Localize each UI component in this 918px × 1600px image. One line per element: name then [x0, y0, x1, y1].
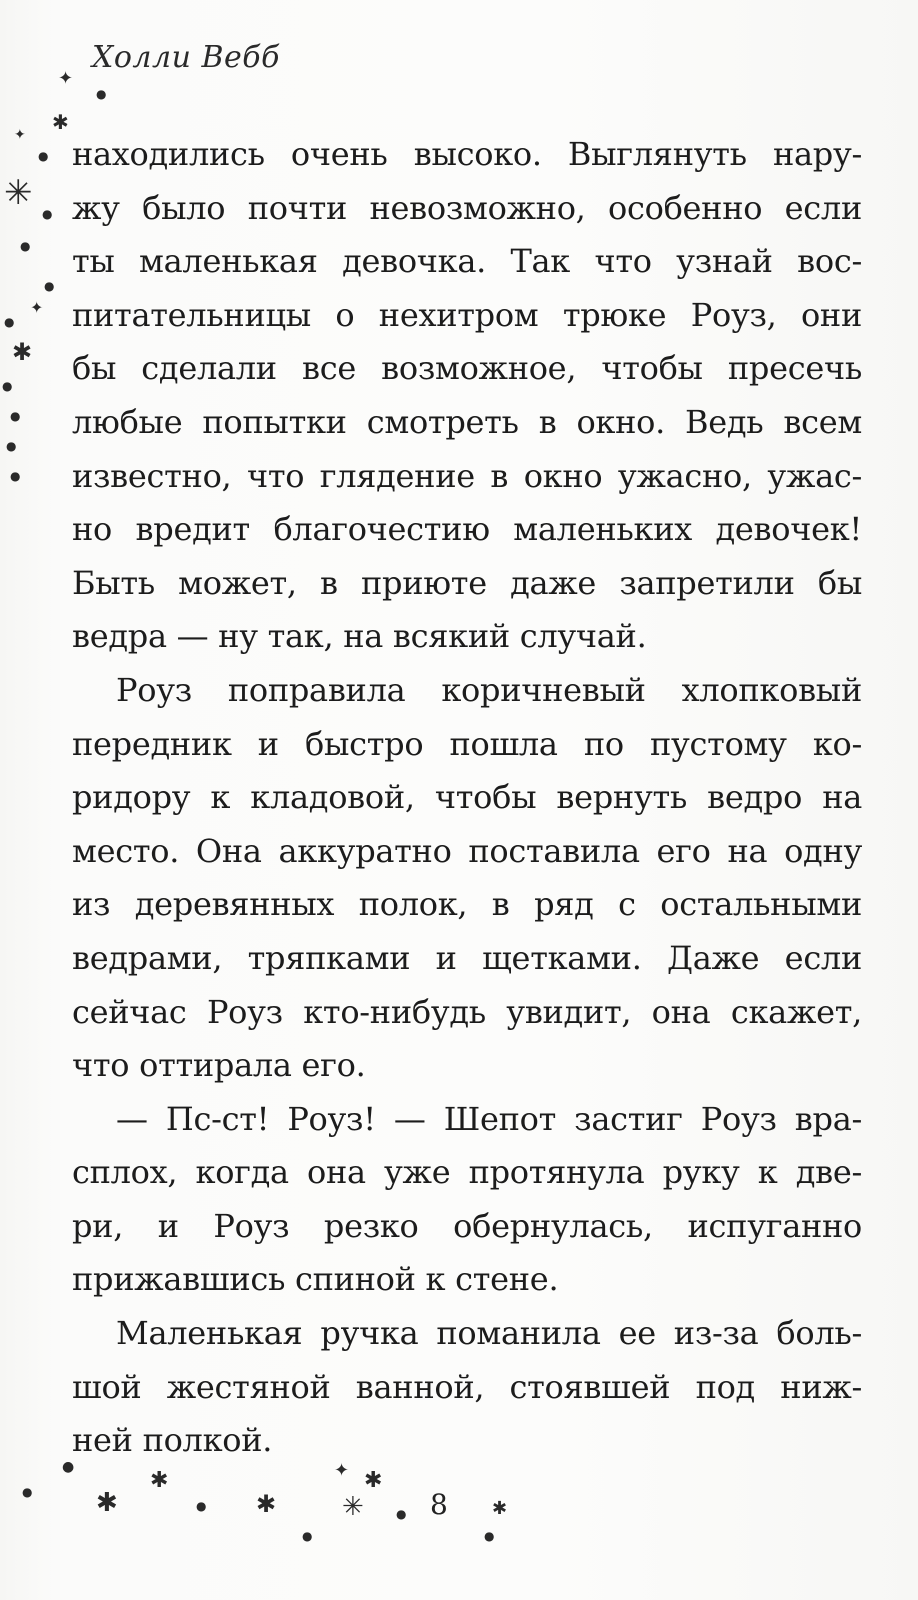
running-head-author: Холли Вебб	[92, 40, 280, 75]
star-sparkle-icon: ●	[196, 1499, 207, 1513]
text-line: — Пс-ст! Роуз! — Шепот застиг Роуз вра-	[116, 1099, 862, 1138]
text-line: жу было почти невозможно, особенно если	[72, 188, 862, 227]
paragraph-2	[72, 664, 862, 1093]
star-sparkle-icon: ✦	[14, 127, 26, 143]
star-sparkle-icon: ✱	[256, 1490, 277, 1518]
text-line: что оттирала его.	[72, 1046, 366, 1085]
text-line: сейчас Роуз кто-нибудь увидит, она скажет,	[72, 992, 862, 1031]
text-line: ведра — ну так, на всякий случай.	[72, 617, 647, 656]
text-line: бы сделали все возможное, чтобы пресечь	[72, 349, 862, 388]
text-line: ведрами, тряпками и щетками. Даже если	[72, 938, 862, 977]
star-sparkle-icon: ●	[484, 1529, 495, 1543]
star-sparkle-icon: ●	[6, 439, 17, 453]
star-sparkle-icon: ●	[396, 1507, 407, 1521]
text-line: сплох, когда она уже протянула руку к две-	[72, 1153, 862, 1192]
text-line: Роуз поправила коричневый хлопковый	[116, 670, 862, 709]
text-line: ри, и Роуз резко обернулась, испуганно	[72, 1206, 862, 1245]
paragraph-3	[72, 1093, 862, 1307]
star-sparkle-icon: ✳	[342, 1492, 364, 1522]
text-line: известно, что глядение в окно ужасно, ужас-	[72, 456, 862, 495]
text-line: ридору к кладовой, чтобы вернуть ведро на	[72, 778, 862, 817]
star-sparkle-icon: ✱	[150, 1468, 169, 1493]
star-sparkle-icon: ●	[38, 149, 49, 163]
star-sparkle-icon: ✦	[30, 298, 44, 317]
star-sparkle-icon: ✦	[334, 1460, 350, 1481]
star-sparkle-icon: ●	[302, 1529, 313, 1543]
star-sparkle-icon: ●	[42, 207, 53, 221]
text-line: ней полкой.	[72, 1421, 273, 1460]
text-line: Быть может, в приюте даже запретили бы	[72, 563, 862, 602]
star-sparkle-icon: ✦	[58, 68, 74, 89]
star-sparkle-icon: ✱	[364, 1468, 383, 1493]
text-line: ты маленькая девочка. Так что узнай вос-	[72, 242, 862, 281]
paragraph-4	[72, 1307, 862, 1468]
text-line: из деревянных полок, в ряд с остальными	[72, 885, 862, 924]
star-sparkle-icon: ●	[4, 315, 15, 329]
star-sparkle-icon: ●	[20, 239, 31, 253]
text-line: находились очень высоко. Выглянуть нару-	[72, 135, 862, 173]
star-sparkle-icon: ✱	[52, 110, 69, 134]
text-line: шой жестяной ванной, стоявшей под ниж-	[72, 1367, 862, 1406]
text-line: прижавшись спиной к стене.	[72, 1260, 559, 1299]
star-sparkle-icon: ●	[10, 469, 21, 483]
star-sparkle-icon: ●	[2, 379, 13, 393]
star-sparkle-icon: ✱	[492, 1498, 508, 1519]
text-line: питательницы о нехитром трюке Роуз, они	[72, 295, 862, 334]
star-sparkle-icon: ●	[62, 1459, 75, 1475]
star-sparkle-icon: ●	[10, 409, 21, 423]
star-sparkle-icon: ●	[44, 279, 55, 293]
text-line: но вредит благочестию маленьких девочек!	[72, 510, 862, 549]
text-line: Маленькая ручка поманила ее из-за боль-	[116, 1314, 862, 1353]
star-sparkle-icon: ✳	[4, 173, 33, 213]
text-line: любые попытки смотреть в окно. Ведь всем	[72, 402, 862, 441]
star-sparkle-icon: ✱	[96, 1488, 118, 1518]
text-line: место. Она аккуратно поставила его на одну	[72, 831, 862, 870]
paragraph-1	[72, 128, 862, 664]
star-sparkle-icon: ●	[22, 1485, 33, 1499]
page-number: 8	[430, 1488, 448, 1521]
text-line: передник и быстро пошла по пустому ко-	[72, 724, 862, 763]
star-sparkle-icon: ✱	[12, 338, 33, 366]
body-text	[72, 128, 862, 1468]
star-sparkle-icon: ●	[96, 87, 107, 101]
